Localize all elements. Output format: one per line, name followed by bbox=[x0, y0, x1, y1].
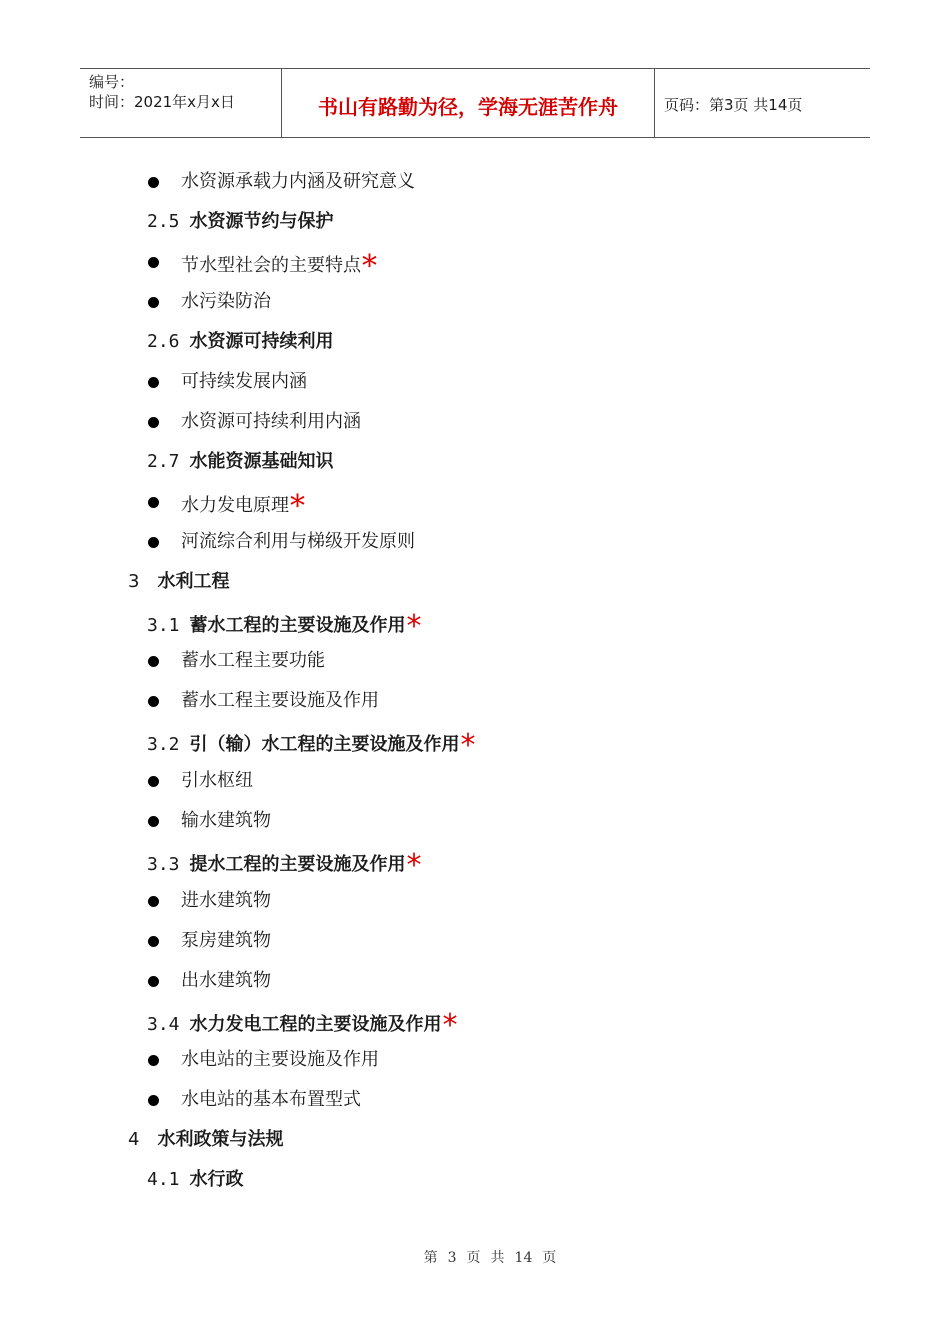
section-number: 2.6 bbox=[147, 331, 180, 352]
asterisk-icon: * bbox=[406, 609, 422, 644]
list-item: 水电站的主要设施及作用 bbox=[181, 1049, 379, 1070]
section-title: 水资源节约与保护 bbox=[189, 211, 334, 232]
motto-text: 书山有路勤为径，学海无涯苦作舟 bbox=[318, 95, 618, 119]
page-footer bbox=[0, 1247, 950, 1267]
asterisk-icon: * bbox=[442, 1008, 458, 1043]
bullet-dot-icon bbox=[148, 776, 159, 787]
list-item: 可持续发展内涵 bbox=[181, 371, 307, 392]
bullet-dot-icon bbox=[148, 297, 159, 308]
bullet-dot-icon bbox=[148, 936, 159, 947]
bullet-dot-icon bbox=[148, 377, 159, 388]
section-number: 2.7 bbox=[147, 451, 180, 472]
footer-page-number: 3 bbox=[447, 1250, 457, 1266]
section-title: 提水工程的主要设施及作用 bbox=[189, 854, 406, 875]
list-item: 蓄水工程主要功能 bbox=[181, 650, 325, 671]
time-label: 时间：2021年x月x日 bbox=[89, 93, 235, 111]
section-heading-2-7 bbox=[147, 450, 334, 474]
section-number: 3.1 bbox=[147, 615, 180, 636]
footer-word: 页 bbox=[466, 1250, 481, 1266]
header-page-cell bbox=[654, 69, 870, 137]
section-heading-4-1 bbox=[147, 1168, 244, 1192]
list-item-text: 水力发电原理 bbox=[181, 495, 289, 516]
section-heading-2-6 bbox=[147, 330, 334, 354]
bullet-dot-icon bbox=[148, 976, 159, 987]
bullet-dot-icon bbox=[148, 696, 159, 707]
chapter-heading-3 bbox=[128, 570, 229, 594]
asterisk-icon: * bbox=[406, 848, 422, 883]
chapter-heading-4 bbox=[128, 1128, 283, 1152]
bullet-dot-icon bbox=[148, 1055, 159, 1066]
chapter-title: 水利工程 bbox=[157, 571, 230, 592]
section-number: 4.1 bbox=[147, 1169, 180, 1190]
list-item: 水资源承载力内涵及研究意义 bbox=[181, 171, 415, 192]
footer-word: 共 bbox=[490, 1250, 505, 1266]
chapter-number: 3 bbox=[128, 571, 140, 592]
bullet-dot-icon bbox=[148, 177, 159, 188]
asterisk-icon: * bbox=[290, 489, 305, 524]
bullet-dot-icon bbox=[148, 537, 159, 548]
list-item bbox=[181, 489, 305, 524]
section-heading-3-4 bbox=[147, 1008, 458, 1043]
bullet-dot-icon bbox=[148, 1095, 159, 1106]
section-title: 水行政 bbox=[189, 1169, 244, 1190]
section-title: 水力发电工程的主要设施及作用 bbox=[189, 1014, 442, 1035]
section-title: 蓄水工程的主要设施及作用 bbox=[189, 615, 406, 636]
list-item: 泵房建筑物 bbox=[181, 930, 271, 951]
asterisk-icon: * bbox=[460, 728, 476, 763]
chapter-title: 水利政策与法规 bbox=[157, 1129, 284, 1150]
section-title: 水资源可持续利用 bbox=[189, 331, 334, 352]
list-item: 蓄水工程主要设施及作用 bbox=[181, 690, 379, 711]
bullet-dot-icon bbox=[148, 417, 159, 428]
section-number: 2.5 bbox=[147, 211, 180, 232]
list-item: 进水建筑物 bbox=[181, 890, 271, 911]
list-item: 水电站的基本布置型式 bbox=[181, 1089, 361, 1110]
list-item-text: 节水型社会的主要特点 bbox=[181, 255, 361, 276]
chapter-number: 4 bbox=[128, 1129, 140, 1150]
list-item: 水资源可持续利用内涵 bbox=[181, 411, 361, 432]
section-heading-3-2 bbox=[147, 728, 476, 763]
serial-label: 编号： bbox=[89, 73, 135, 91]
footer-total-pages: 14 bbox=[514, 1250, 533, 1266]
footer-word: 页 bbox=[542, 1250, 557, 1266]
section-number: 3.4 bbox=[147, 1014, 180, 1035]
footer-word: 第 bbox=[423, 1250, 438, 1266]
bullet-dot-icon bbox=[148, 896, 159, 907]
list-item: 河流综合利用与梯级开发原则 bbox=[181, 531, 415, 552]
section-heading-3-1 bbox=[147, 609, 422, 644]
bullet-dot-icon bbox=[148, 257, 159, 268]
list-item: 水污染防治 bbox=[181, 291, 271, 312]
page-header bbox=[80, 68, 870, 138]
section-number: 3.3 bbox=[147, 854, 180, 875]
list-item: 输水建筑物 bbox=[181, 810, 271, 831]
list-item bbox=[181, 249, 377, 284]
header-meta-cell bbox=[80, 69, 281, 137]
list-item: 出水建筑物 bbox=[181, 970, 271, 991]
bullet-dot-icon bbox=[148, 816, 159, 827]
bullet-dot-icon bbox=[148, 656, 159, 667]
asterisk-icon: * bbox=[362, 249, 377, 284]
section-number: 3.2 bbox=[147, 734, 180, 755]
header-motto-cell bbox=[281, 69, 655, 137]
bullet-dot-icon bbox=[148, 497, 159, 508]
section-title: 水能资源基础知识 bbox=[189, 451, 334, 472]
section-title: 引（输）水工程的主要设施及作用 bbox=[189, 734, 460, 755]
section-heading-2-5 bbox=[147, 210, 334, 234]
section-heading-3-3 bbox=[147, 848, 422, 883]
page-info: 页码：第3页 共14页 bbox=[664, 96, 803, 114]
list-item: 引水枢纽 bbox=[181, 770, 253, 791]
